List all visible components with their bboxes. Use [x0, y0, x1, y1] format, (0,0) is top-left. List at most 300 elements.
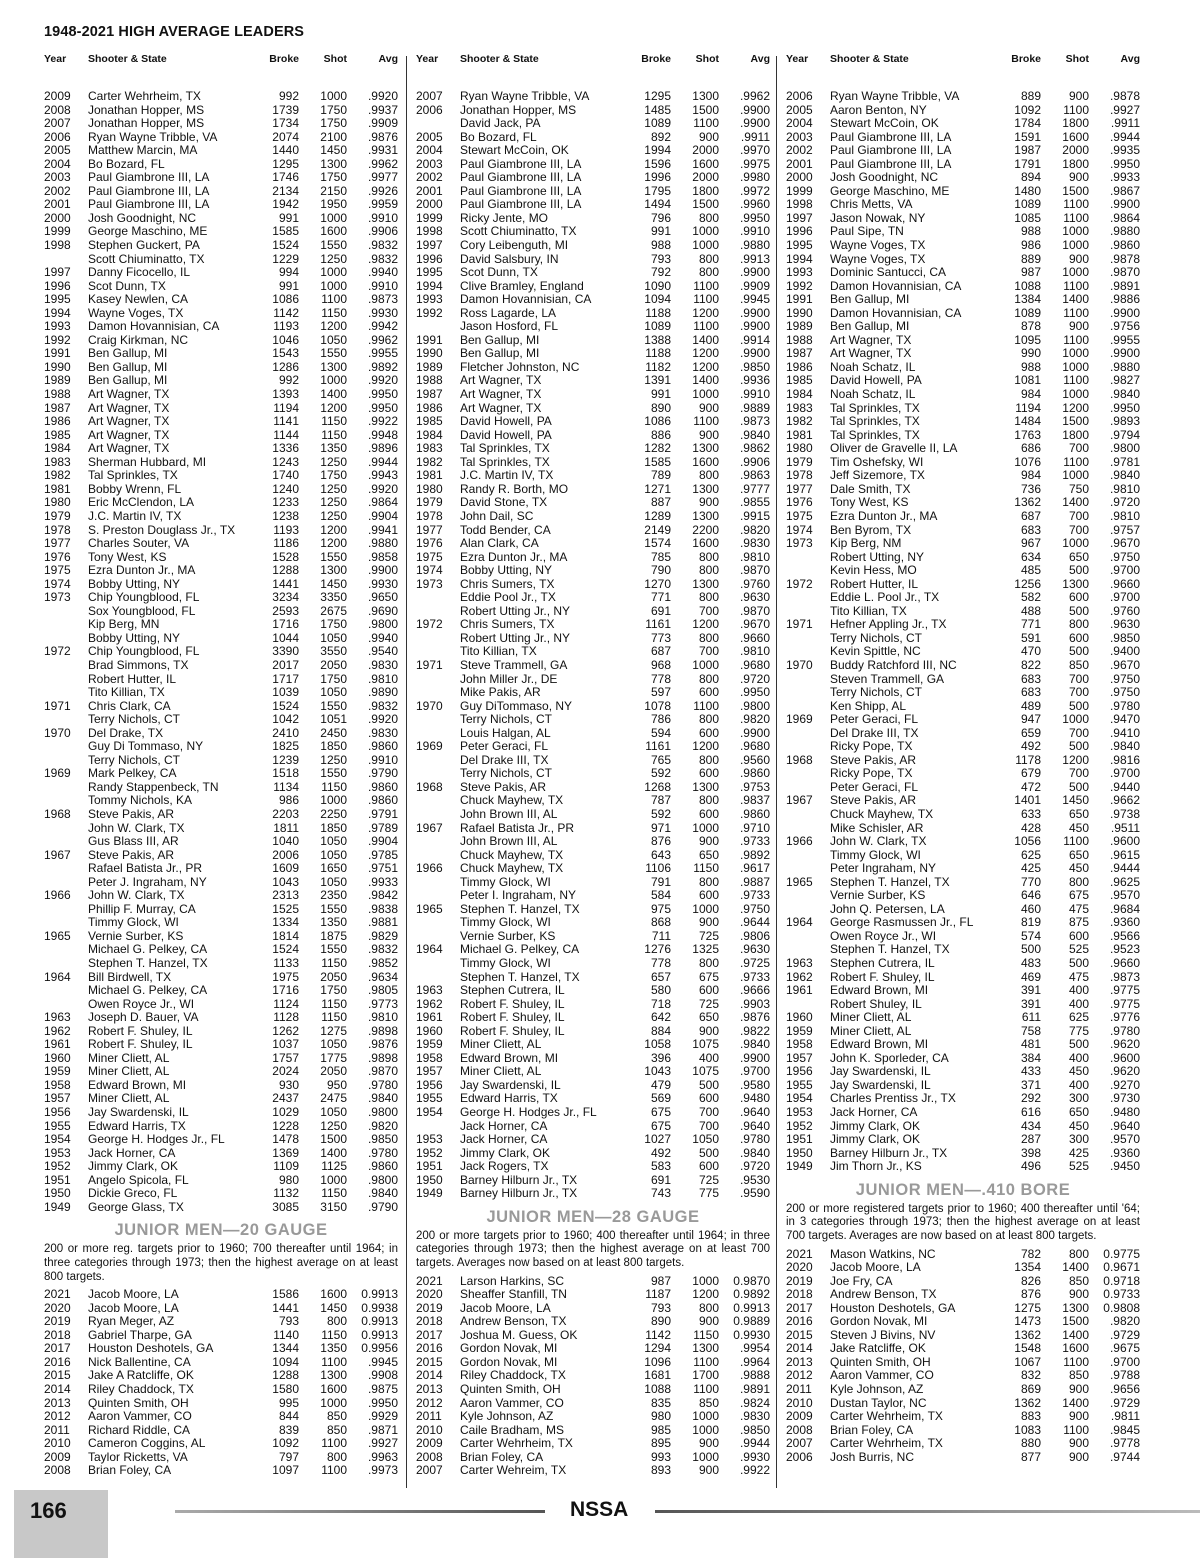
cell-shot: 750 [1068, 481, 1089, 496]
cell-year: 1995 [44, 292, 71, 307]
cell-avg: .9913 [739, 251, 770, 266]
table-row [416, 578, 770, 592]
cell-shooter: Miner Cliett, AL [88, 1051, 170, 1065]
cell-shooter: Art Wagner, TX [460, 374, 542, 388]
cell-avg: .9829 [367, 928, 398, 943]
table-row [786, 266, 1140, 280]
table-row [416, 347, 770, 361]
table-row [416, 1410, 770, 1424]
section-note: 200 or more reg. targets prior to 1960; 700 thereafter until 1964; in three categories through 1973; then the highest average on at least 800 targets. [44, 1243, 398, 1283]
cell-shooter: Stewart McCoin, OK [460, 144, 569, 158]
cell-year: 2001 [416, 183, 443, 198]
cell-shot: 1100 [1063, 834, 1089, 849]
table-row [786, 253, 1140, 267]
cell-broke: 1524 [272, 238, 299, 253]
cell-year: 1981 [416, 468, 443, 483]
cell-shot: 2250 [320, 806, 347, 821]
cell-broke: 718 [650, 996, 671, 1011]
cell-avg: .9470 [1109, 712, 1140, 727]
cell-avg: .9400 [1109, 644, 1140, 659]
table-row [416, 117, 770, 131]
cell-year: 1980 [44, 495, 71, 510]
cell-shooter: Timmy Glock, WI [460, 875, 551, 889]
table-row [786, 225, 1140, 239]
table-row [416, 1160, 770, 1174]
cell-avg: .9904 [367, 508, 398, 523]
table-row [786, 212, 1140, 226]
cell-shot: 1300 [320, 1368, 347, 1383]
cell-shooter: Taylor Ricketts, VA [88, 1450, 188, 1464]
table-row [786, 1133, 1140, 1147]
column-header [44, 50, 398, 77]
cell-shooter: Paul Giambrone III, LA [830, 130, 952, 144]
cell-year: 1952 [786, 1118, 813, 1133]
cell-year [416, 971, 460, 985]
cell-year [416, 632, 460, 646]
cell-shot: 1300 [1062, 576, 1089, 591]
cell-shot: 800 [698, 549, 719, 564]
cell-broke: 611 [1021, 1010, 1041, 1025]
cell-year [786, 781, 830, 795]
cell-shot: 450 [1068, 820, 1089, 835]
cell-year: 2007 [416, 1463, 443, 1478]
cell-broke: 1336 [272, 441, 299, 456]
cell-shot: 1500 [320, 1132, 347, 1147]
cell-avg: 0.9913 [733, 1300, 770, 1315]
cell-shooter: Joseph D. Bauer, VA [88, 1011, 199, 1025]
cell-avg: .9940 [367, 630, 398, 645]
cell-avg: .9838 [367, 901, 398, 916]
table-row [416, 1356, 770, 1370]
cell-year: 1958 [44, 1077, 71, 1092]
cell-broke: 877 [1020, 1449, 1041, 1464]
cell-avg: .9891 [739, 1382, 770, 1396]
cell-broke: 1081 [1014, 373, 1041, 388]
cell-shot: 1100 [1063, 1422, 1089, 1437]
table-row [416, 537, 770, 551]
cell-shot: 1100 [1063, 278, 1089, 293]
cell-broke: 1078 [644, 698, 671, 713]
cell-avg: .9926 [367, 183, 398, 198]
table-row [786, 280, 1140, 294]
cell-avg: .9900 [367, 563, 398, 578]
table-row [786, 374, 1140, 388]
cell-avg: .9780 [1109, 1023, 1140, 1038]
cell-shooter: Steve Trammell, GA [460, 658, 568, 672]
cell-avg: .9927 [367, 1436, 398, 1451]
page-number: 166 [30, 1498, 67, 1523]
cell-avg: .9660 [1109, 956, 1140, 970]
cell-avg: .9710 [739, 820, 770, 835]
cell-avg: .9530 [739, 1172, 770, 1187]
cell-broke: 1270 [644, 576, 671, 591]
cell-avg: .9644 [739, 915, 770, 930]
cell-shooter: Charles Prentiss Jr., TX [830, 1092, 956, 1106]
cell-broke: 1243 [272, 454, 299, 469]
cell-avg: .9790 [367, 766, 398, 781]
cell-shooter: Carter Wehrheim, TX [830, 1437, 943, 1451]
cell-broke: 1763 [1014, 427, 1041, 442]
cell-year: 1988 [416, 373, 443, 388]
cell-shot: 850 [1068, 1368, 1089, 1383]
table-row [44, 916, 398, 930]
cell-broke: 396 [650, 1050, 671, 1065]
cell-shooter: John K. Sporleder, CA [830, 1051, 949, 1065]
cell-year: 1965 [44, 928, 71, 943]
cell-shooter: Chuck Mayhew, TX [460, 862, 564, 876]
cell-year: 2018 [416, 1314, 443, 1329]
cell-year [786, 862, 830, 876]
cell-shooter: Kip Berg, MN [88, 618, 160, 632]
cell-avg: .9750 [739, 901, 770, 916]
cell-year: 1992 [44, 332, 71, 347]
cell-shot: 3350 [320, 590, 347, 605]
cell-avg: .9873 [367, 292, 398, 307]
cell-shooter: Riley Chaddock, TX [460, 1369, 566, 1383]
cell-broke: 592 [650, 806, 671, 821]
cell-shooter: Peter Ingraham, NY [830, 862, 937, 876]
cell-avg: .9837 [739, 793, 770, 808]
cell-shot: 1500 [1062, 414, 1089, 429]
cell-year: 2005 [44, 143, 71, 158]
cell-broke: 1043 [272, 874, 299, 889]
cell-shooter: Scot Dunn, TX [88, 279, 166, 293]
cell-shot: 800 [326, 1449, 347, 1464]
table-row [786, 131, 1140, 145]
cell-shooter: Michael G. Pelkey, CA [88, 943, 208, 957]
cell-shooter: Scott Chiuminatto, TX [88, 252, 205, 266]
cell-shot: 1400 [320, 1145, 347, 1160]
cell-broke: 1975 [272, 969, 299, 984]
cell-shooter: Tim Oshefsky, WI [830, 455, 924, 469]
cell-shot: 1200 [692, 359, 719, 374]
cell-avg: .9850 [739, 1422, 770, 1437]
header-year: Year [786, 53, 809, 65]
cell-broke: 683 [1020, 522, 1041, 537]
cell-avg: .9955 [367, 346, 398, 361]
cell-shooter: Sherman Hubbard, MI [88, 455, 207, 469]
cell-avg: .9943 [367, 468, 398, 483]
cell-shot: 900 [1068, 1382, 1089, 1396]
cell-broke: 987 [1020, 265, 1041, 280]
cell-shooter: Andrew Benson, TX [830, 1288, 937, 1302]
cell-shot: 1750 [320, 116, 347, 131]
cell-shooter: Riley Chaddock, TX [88, 1383, 194, 1396]
cell-broke: 844 [278, 1409, 299, 1424]
cell-broke: 1543 [272, 346, 299, 361]
cell-year [786, 943, 830, 957]
cell-avg: .9870 [739, 603, 770, 618]
cell-avg: .9750 [1109, 671, 1140, 686]
cell-shot: 1100 [1063, 454, 1089, 469]
table-row [416, 943, 770, 957]
cell-shooter: Jason Nowak, NY [830, 211, 926, 225]
cell-year [44, 713, 88, 727]
cell-avg: .9816 [1109, 752, 1140, 767]
cell-shooter: Josh Burris, NC [830, 1450, 915, 1464]
footer-rule-right [655, 1510, 1200, 1513]
cell-shooter: J.C. Martin IV, TX [460, 469, 554, 483]
cell-year [786, 700, 830, 714]
cell-year: 1990 [416, 346, 443, 361]
cell-year: 1996 [786, 224, 813, 239]
cell-shooter: Steve Pakis, AR [88, 848, 175, 862]
main-table [44, 77, 398, 1214]
cell-avg: .9880 [367, 536, 398, 551]
cell-shot: 2000 [1062, 143, 1089, 158]
cell-avg: .9662 [1109, 793, 1140, 808]
cell-year: 1976 [44, 549, 71, 564]
cell-broke: 686 [1020, 441, 1041, 456]
header-shooter: Shooter & State [460, 53, 539, 65]
table-row [416, 605, 770, 619]
cell-avg: .9940 [367, 265, 398, 280]
cell-avg: .9887 [739, 874, 770, 889]
cell-shot: 900 [698, 915, 719, 930]
cell-broke: 793 [278, 1314, 299, 1329]
header-shot: Shot [323, 53, 347, 65]
cell-shooter: Steve Pakis, AR [460, 780, 547, 794]
cell-avg: .9725 [739, 956, 770, 970]
cell-shot: 600 [698, 685, 719, 700]
cell-shot: 650 [698, 1010, 719, 1025]
cell-avg: .9820 [367, 1118, 398, 1133]
cell-year [786, 930, 830, 944]
cell-shooter: David Stone, TX [460, 496, 548, 510]
cell-year: 1969 [416, 739, 443, 754]
cell-shooter: Aaron Vammer, CO [830, 1369, 934, 1383]
cell-broke: 469 [1020, 969, 1041, 984]
cell-avg: .9891 [1109, 278, 1140, 293]
cell-shooter: Tal Sprinkles, TX [88, 469, 178, 483]
table-row [416, 984, 770, 998]
cell-shooter: Timmy Glock, WI [830, 848, 921, 862]
cell-avg: .9900 [739, 725, 770, 740]
cell-avg: .9811 [1110, 1409, 1140, 1424]
cell-broke: 1095 [1014, 332, 1041, 347]
cell-year: 1995 [416, 265, 443, 280]
cell-year [44, 876, 88, 890]
cell-avg: .9860 [739, 806, 770, 821]
cell-broke: 1056 [1014, 834, 1041, 849]
table-row [786, 1383, 1140, 1397]
cell-shooter: George H. Hodges Jr., FL [460, 1106, 597, 1120]
cell-shot: 1075 [692, 1064, 719, 1079]
cell-shooter: Art Wagner, TX [88, 428, 170, 442]
cell-shot: 1500 [692, 197, 719, 212]
cell-year: 2008 [44, 1463, 71, 1478]
table-row [416, 673, 770, 687]
cell-shot: 600 [698, 806, 719, 821]
cell-shot: 675 [698, 969, 719, 984]
table-row [44, 307, 398, 321]
cell-avg: .9871 [367, 1422, 398, 1437]
cell-shot: 1275 [320, 1023, 347, 1038]
table-row [786, 456, 1140, 470]
cell-avg: .9778 [1109, 1436, 1140, 1451]
cell-shot: 2000 [692, 170, 719, 185]
table-row [786, 618, 1140, 632]
cell-year: 1980 [786, 441, 813, 456]
table-row [44, 1065, 398, 1079]
cell-shot: 1000 [1062, 224, 1089, 239]
cell-broke: 1362 [1014, 1395, 1041, 1410]
cell-broke: 1187 [645, 1287, 671, 1302]
cell-broke: 1574 [644, 536, 671, 551]
cell-shooter: Ryan Wayne Tribble, VA [830, 90, 960, 103]
table-row [416, 280, 770, 294]
cell-shooter: Peter J. Ingraham, NY [88, 875, 207, 889]
cell-shot: 1150 [321, 427, 347, 442]
cell-broke: 1268 [644, 779, 671, 794]
cell-broke: 1524 [272, 698, 299, 713]
cell-avg: .9720 [1109, 495, 1140, 510]
table-row [786, 659, 1140, 673]
cell-shooter: Tal Sprinkles, TX [830, 415, 920, 429]
cell-shooter: Ryan Wayne Tribble, VA [460, 90, 590, 103]
cell-avg: .9666 [739, 983, 770, 998]
cell-shooter: Ezra Dunton Jr., MA [88, 564, 196, 578]
table-row [44, 1342, 398, 1356]
cell-shooter: Aaron Vammer, CO [460, 1396, 564, 1410]
cell-shot: 1400 [1062, 1260, 1089, 1275]
table-row [416, 1092, 770, 1106]
cell-shooter: Jack Horner, CA [460, 1119, 548, 1133]
cell-shooter: Damon Hovannisian, CA [830, 279, 962, 293]
cell-shooter: Barney Hilburn Jr., TX [460, 1187, 578, 1201]
cell-shooter: Ben Gallup, MI [460, 333, 540, 347]
cell-broke: 711 [651, 928, 671, 943]
table-row [786, 198, 1140, 212]
cell-broke: 878 [1020, 319, 1041, 334]
table-row [416, 415, 770, 429]
table-row [44, 740, 398, 754]
cell-shot: 800 [698, 1300, 719, 1315]
cell-shot: 1000 [692, 238, 719, 253]
cell-avg: .9840 [739, 427, 770, 442]
table-row [44, 822, 398, 836]
cell-year [416, 727, 460, 741]
table-row [786, 971, 1140, 985]
cell-year: 1956 [44, 1105, 71, 1120]
table-row [786, 943, 1140, 957]
cell-broke: 481 [1020, 1037, 1041, 1052]
cell-shot: 1200 [692, 1287, 719, 1302]
cell-broke: 3234 [272, 590, 299, 605]
cell-avg: .9805 [367, 983, 398, 998]
cell-shot: 400 [1068, 1050, 1089, 1065]
cell-year [416, 808, 460, 822]
table-row [786, 564, 1140, 578]
cell-broke: 986 [1020, 238, 1041, 253]
cell-year: 2001 [786, 156, 813, 171]
table-row [44, 456, 398, 470]
cell-broke: 1825 [272, 739, 299, 754]
cell-avg: .9800 [367, 617, 398, 632]
table-row [44, 212, 398, 226]
cell-year: 1986 [786, 359, 813, 374]
table-row [44, 1120, 398, 1134]
table-row [416, 1288, 770, 1302]
cell-avg: .9780 [739, 1132, 770, 1147]
cell-broke: 839 [278, 1422, 299, 1437]
table-row [416, 659, 770, 673]
cell-avg: .9972 [739, 183, 770, 198]
cell-shooter: Rafael Batista Jr., PR [460, 821, 575, 835]
cell-shot: 1400 [320, 387, 347, 402]
cell-broke: 1518 [272, 766, 299, 781]
section-table [786, 1248, 1140, 1465]
table-row [786, 754, 1140, 768]
table-row [416, 1437, 770, 1451]
cell-shot: 1800 [1062, 427, 1089, 442]
cell-broke: 796 [650, 210, 671, 225]
table-row [416, 239, 770, 253]
cell-avg: 0.9892 [733, 1287, 770, 1302]
cell-shot: 1750 [320, 102, 347, 117]
table-row [786, 469, 1140, 483]
cell-broke: 786 [650, 712, 671, 727]
cell-avg: .9830 [739, 536, 770, 551]
cell-avg: .9360 [1109, 915, 1140, 930]
cell-shot: 850 [1068, 1273, 1089, 1288]
cell-shooter: Houston Deshotels, GA [88, 1342, 214, 1356]
table-row [44, 754, 398, 768]
cell-shooter: John Brown III, AL [460, 807, 558, 821]
cell-shooter: Eric McClendon, LA [88, 496, 195, 510]
cell-avg: .9860 [367, 739, 398, 754]
cell-shooter: Paul Giambrone III, LA [830, 157, 952, 171]
cell-avg: .9777 [739, 481, 770, 496]
table-row [786, 727, 1140, 741]
cell-broke: 1039 [272, 685, 299, 700]
table-row [786, 90, 1140, 104]
cell-broke: 791 [650, 874, 671, 889]
table-row [416, 429, 770, 443]
cell-shot: 1400 [692, 332, 719, 347]
cell-shot: 1200 [692, 739, 719, 754]
cell-year: 1975 [44, 563, 71, 578]
cell-broke: 2437 [272, 1091, 299, 1106]
cell-avg: .9878 [1109, 251, 1140, 266]
table-row [416, 957, 770, 971]
cell-avg: .9973 [367, 1463, 398, 1478]
cell-year: 1973 [786, 536, 813, 551]
table-row [416, 307, 770, 321]
cell-shooter: Robert Hutter, IL [830, 577, 919, 591]
cell-avg: .9900 [739, 305, 770, 320]
table-row [44, 1369, 398, 1383]
cell-year: 2021 [416, 1273, 443, 1288]
cell-shot: 300 [1068, 1091, 1089, 1106]
table-row [416, 402, 770, 416]
cell-shot: 1300 [320, 563, 347, 578]
cell-avg: .9810 [739, 549, 770, 564]
cell-broke: 1097 [272, 1463, 299, 1478]
cell-broke: 778 [650, 956, 671, 970]
cell-shooter: Jack Horner, CA [460, 1133, 548, 1147]
cell-broke: 460 [1020, 901, 1041, 916]
cell-shot: 725 [698, 996, 719, 1011]
cell-year: 1981 [44, 481, 71, 496]
cell-broke: 1239 [272, 752, 299, 767]
cell-year: 2005 [416, 129, 443, 144]
cell-shooter: Chris Clark, CA [88, 699, 171, 713]
table-row [44, 347, 398, 361]
cell-broke: 1042 [272, 712, 299, 727]
cell-year: 2010 [416, 1422, 443, 1437]
cell-shooter: Del Drake, TX [88, 726, 164, 740]
